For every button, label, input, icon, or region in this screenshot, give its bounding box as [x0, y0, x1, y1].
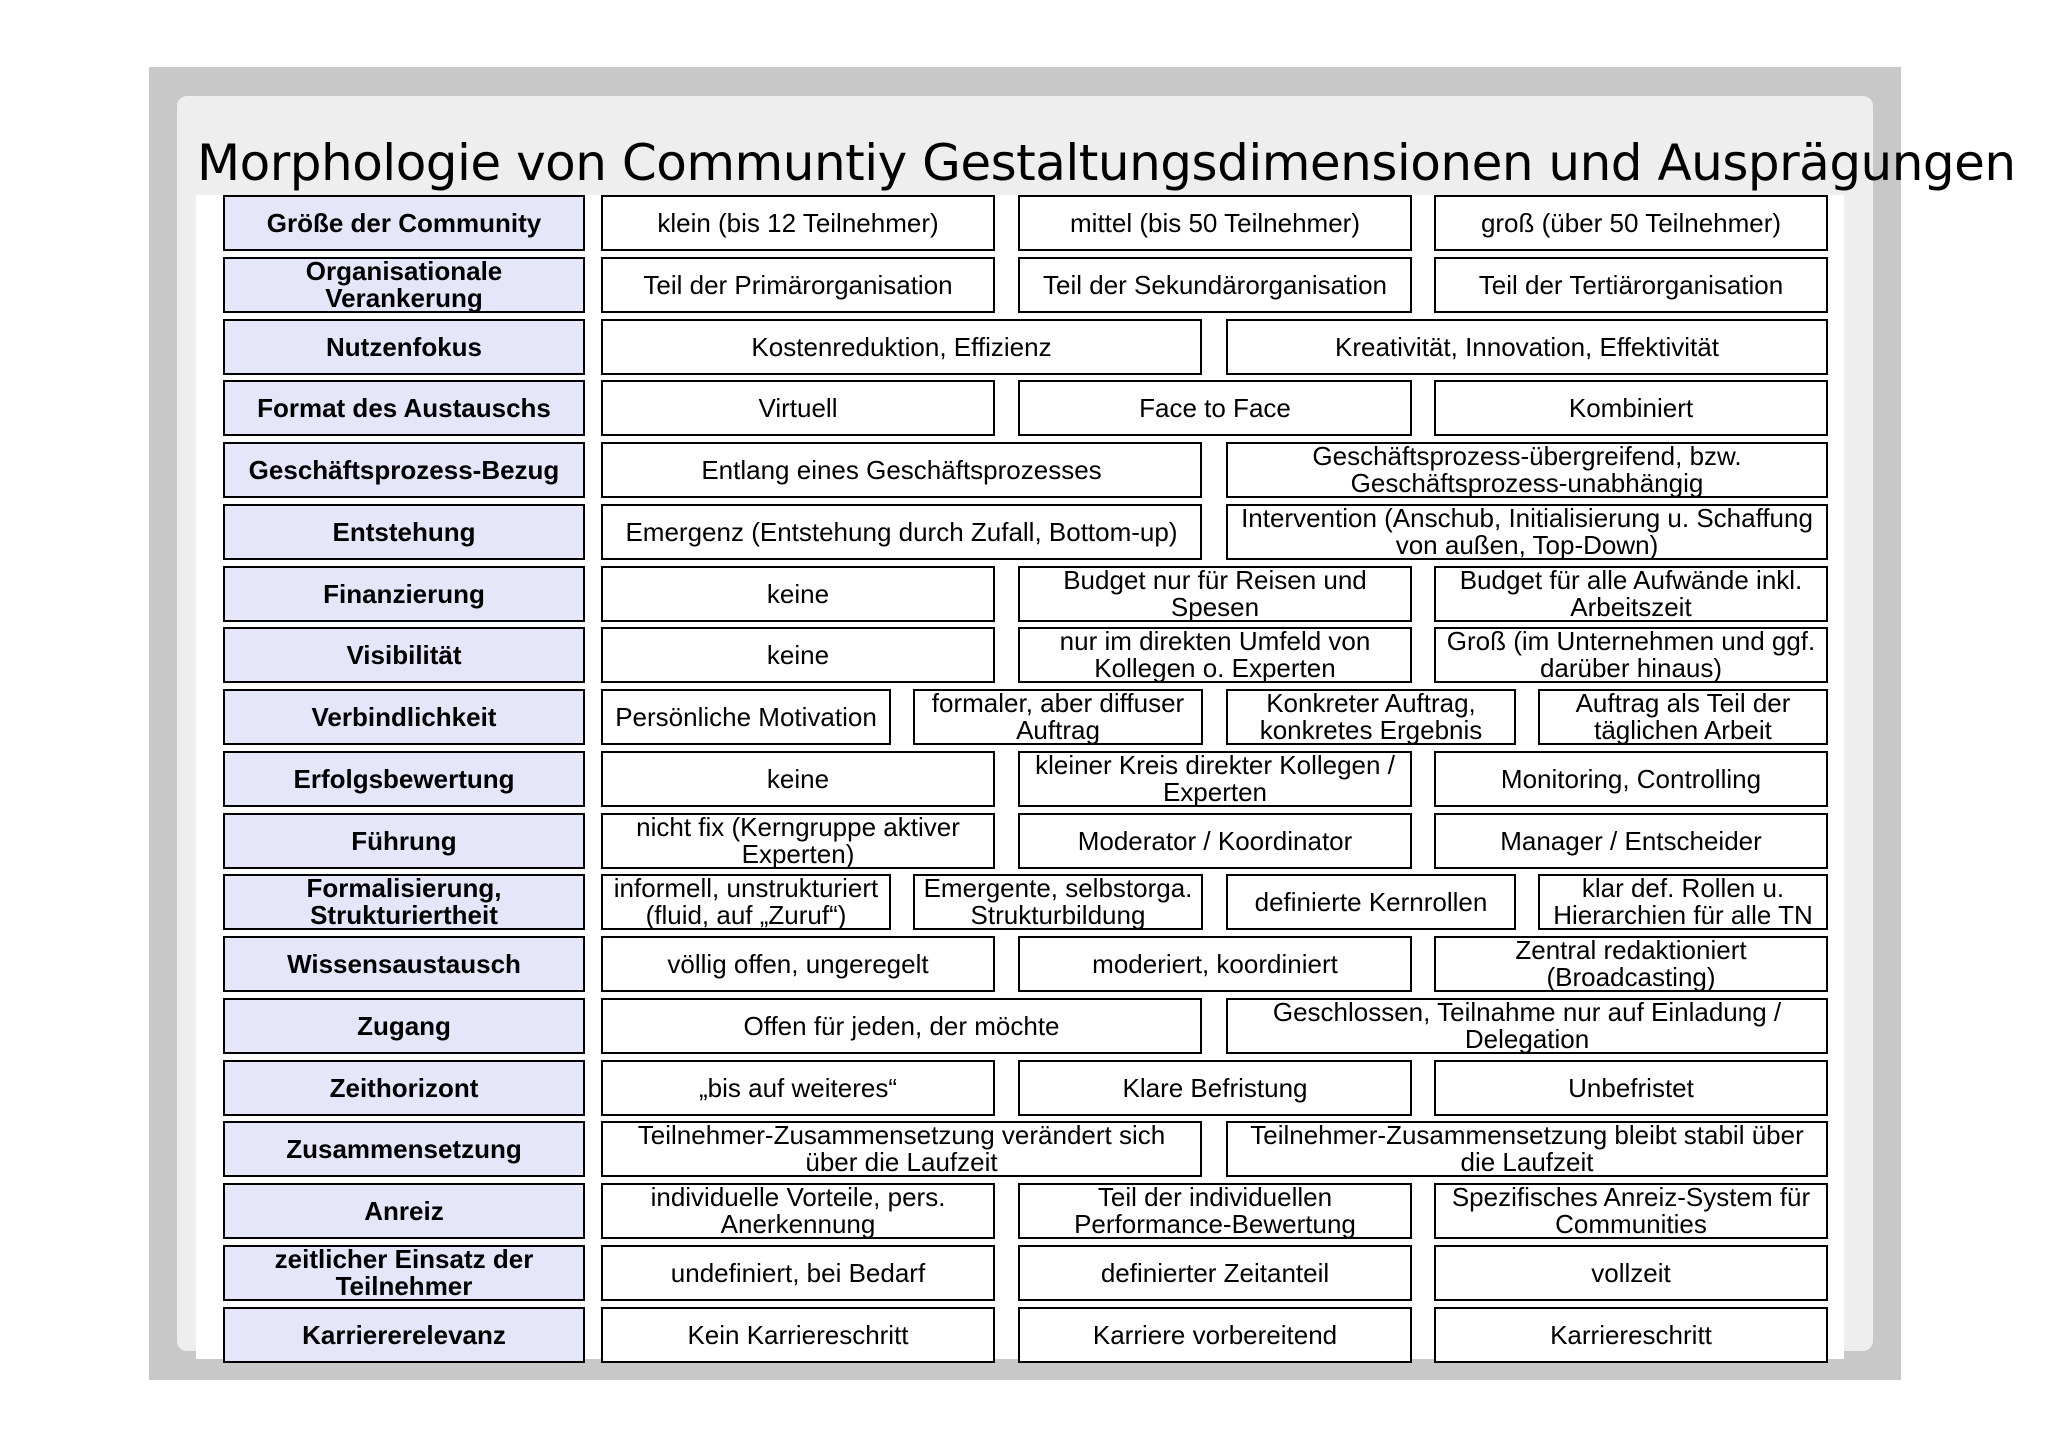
value-cell: Manager / Entscheider	[1434, 813, 1828, 869]
value-cell: Monitoring, Controlling	[1434, 751, 1828, 807]
dimension-label: Organisationale Verankerung	[223, 257, 585, 313]
value-cell: undefiniert, bei Bedarf	[601, 1245, 995, 1301]
value-cell: völlig offen, ungeregelt	[601, 936, 995, 992]
value-cell: klar def. Rollen u. Hierarchien für alle TN	[1538, 874, 1828, 930]
dimension-label: Führung	[223, 813, 585, 869]
value-cell: Budget für alle Aufwände inkl. Arbeitszeit	[1434, 566, 1828, 622]
value-cell: Teil der Sekundärorganisation	[1018, 257, 1412, 313]
value-cell: Teilnehmer-Zusammensetzung verändert sich über die Laufzeit	[601, 1121, 1202, 1177]
value-cell: Groß (im Unternehmen und ggf. darüber hinaus)	[1434, 627, 1828, 683]
value-cell: individuelle Vorteile, pers. Anerkennung	[601, 1183, 995, 1239]
table-row	[0, 1121, 2048, 1177]
table-row	[0, 627, 2048, 683]
value-cell: nur im direkten Umfeld von Kollegen o. Experten	[1018, 627, 1412, 683]
value-cell: Karriere vorbereitend	[1018, 1307, 1412, 1363]
value-cell: formaler, aber diffuser Auftrag	[913, 689, 1203, 745]
value-cell: keine	[601, 566, 995, 622]
value-cell: Virtuell	[601, 380, 995, 436]
value-cell: Emergente, selbstorga. Strukturbildung	[913, 874, 1203, 930]
table-row	[0, 504, 2048, 560]
value-cell: Unbefristet	[1434, 1060, 1828, 1116]
value-cell: Spezifisches Anreiz-System für Communities	[1434, 1183, 1828, 1239]
value-cell: Teil der Tertiärorganisation	[1434, 257, 1828, 313]
value-cell: definierte Kernrollen	[1226, 874, 1516, 930]
table-row	[0, 1307, 2048, 1363]
value-cell: Teilnehmer-Zusammensetzung bleibt stabil über die Laufzeit	[1226, 1121, 1828, 1177]
value-cell: klein (bis 12 Teilnehmer)	[601, 195, 995, 251]
value-cell: Kostenreduktion, Effizienz	[601, 319, 1202, 375]
table-row	[0, 1183, 2048, 1239]
table-row	[0, 689, 2048, 745]
table-row	[0, 257, 2048, 313]
value-cell: Auftrag als Teil der täglichen Arbeit	[1538, 689, 1828, 745]
value-cell: Geschäftsprozess-übergreifend, bzw. Geschäftsprozess-unabhängig	[1226, 442, 1828, 498]
value-cell: Teil der individuellen Performance-Bewertung	[1018, 1183, 1412, 1239]
dimension-label: Zeithorizont	[223, 1060, 585, 1116]
value-cell: vollzeit	[1434, 1245, 1828, 1301]
dimension-label: Verbindlichkeit	[223, 689, 585, 745]
value-cell: Teil der Primärorganisation	[601, 257, 995, 313]
value-cell: Klare Befristung	[1018, 1060, 1412, 1116]
table-row	[0, 751, 2048, 807]
value-cell: kleiner Kreis direkter Kollegen / Experten	[1018, 751, 1412, 807]
dimension-label: zeitlicher Einsatz der Teilnehmer	[223, 1245, 585, 1301]
value-cell: definierter Zeitanteil	[1018, 1245, 1412, 1301]
dimension-label: Karriererelevanz	[223, 1307, 585, 1363]
value-cell: Emergenz (Entstehung durch Zufall, Bottom-up)	[601, 504, 1202, 560]
value-cell: Face to Face	[1018, 380, 1412, 436]
value-cell: Offen für jeden, der möchte	[601, 998, 1202, 1054]
value-cell: Geschlossen, Teilnahme nur auf Einladung / Delegation	[1226, 998, 1828, 1054]
table-row	[0, 936, 2048, 992]
table-row	[0, 874, 2048, 930]
value-cell: Kein Karriereschritt	[601, 1307, 995, 1363]
dimension-label: Erfolgsbewertung	[223, 751, 585, 807]
value-cell: moderiert, koordiniert	[1018, 936, 1412, 992]
table-row	[0, 813, 2048, 869]
table-row	[0, 442, 2048, 498]
page-title: Morphologie von Communtiy Gestaltungsdimensionen und Ausprägungen	[197, 134, 2016, 192]
dimension-label: Geschäftsprozess-Bezug	[223, 442, 585, 498]
value-cell: Konkreter Auftrag, konkretes Ergebnis	[1226, 689, 1516, 745]
dimension-label: Anreiz	[223, 1183, 585, 1239]
dimension-label: Zugang	[223, 998, 585, 1054]
value-cell: Persönliche Motivation	[601, 689, 891, 745]
table-row	[0, 566, 2048, 622]
value-cell: nicht fix (Kerngruppe aktiver Experten)	[601, 813, 995, 869]
value-cell: mittel (bis 50 Teilnehmer)	[1018, 195, 1412, 251]
table-row	[0, 195, 2048, 251]
table-row	[0, 319, 2048, 375]
table-row	[0, 1245, 2048, 1301]
dimension-label: Entstehung	[223, 504, 585, 560]
value-cell: Moderator / Koordinator	[1018, 813, 1412, 869]
value-cell: Budget nur für Reisen und Spesen	[1018, 566, 1412, 622]
value-cell: Zentral redaktioniert (Broadcasting)	[1434, 936, 1828, 992]
dimension-label: Größe der Community	[223, 195, 585, 251]
value-cell: Kreativität, Innovation, Effektivität	[1226, 319, 1828, 375]
dimension-label: Format des Austauschs	[223, 380, 585, 436]
dimension-label: Nutzenfokus	[223, 319, 585, 375]
table-row	[0, 1060, 2048, 1116]
value-cell: Karriereschritt	[1434, 1307, 1828, 1363]
value-cell: „bis auf weiteres“	[601, 1060, 995, 1116]
table-row	[0, 998, 2048, 1054]
dimension-label: Wissensaustausch	[223, 936, 585, 992]
table-row	[0, 380, 2048, 436]
value-cell: Intervention (Anschub, Initialisierung u. Schaffung von außen, Top-Down)	[1226, 504, 1828, 560]
dimension-label: Finanzierung	[223, 566, 585, 622]
dimension-label: Formalisierung, Strukturiertheit	[223, 874, 585, 930]
value-cell: informell, unstrukturiert (fluid, auf „Zuruf“)	[601, 874, 891, 930]
dimension-label: Visibilität	[223, 627, 585, 683]
value-cell: keine	[601, 751, 995, 807]
dimension-label: Zusammensetzung	[223, 1121, 585, 1177]
value-cell: Kombiniert	[1434, 380, 1828, 436]
value-cell: keine	[601, 627, 995, 683]
value-cell: Entlang eines Geschäftsprozesses	[601, 442, 1202, 498]
value-cell: groß (über 50 Teilnehmer)	[1434, 195, 1828, 251]
